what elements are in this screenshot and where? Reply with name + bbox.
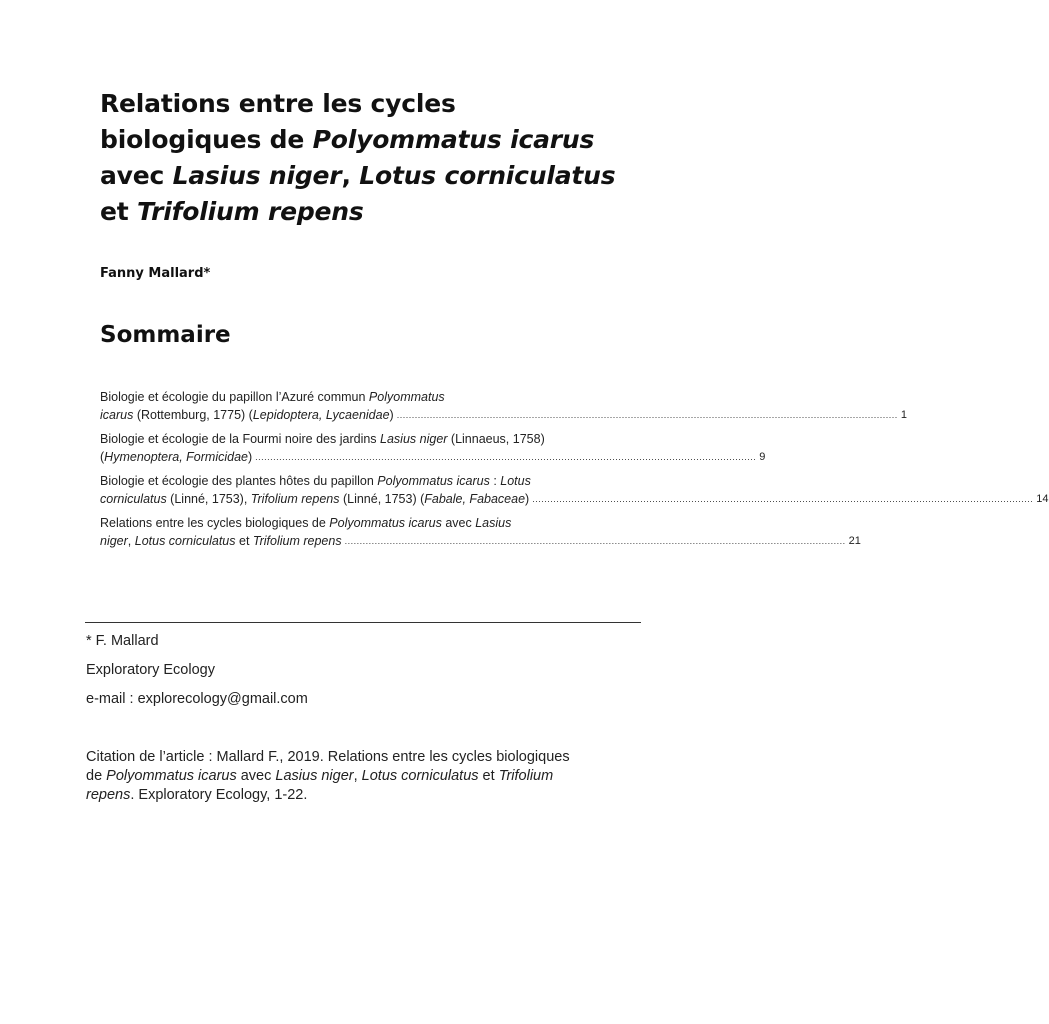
title-species: Lasius niger [172, 161, 342, 190]
title-text: biologiques de [100, 125, 313, 154]
table-of-contents [100, 388, 1049, 556]
title-text: et [100, 197, 138, 226]
toc-leader: ....................................................................................................................................................................... [344, 536, 846, 546]
toc-entry-text: (Hymenoptera, Formicidae) [100, 450, 253, 464]
toc-leader: ....................................................................................................................................................................... [532, 494, 1034, 504]
toc-heading: Sommaire [100, 322, 231, 348]
toc-page-number: 9 [759, 451, 766, 463]
footnote-organization: Exploratory Ecology [86, 662, 215, 678]
title-species: Lotus corniculatus [359, 161, 616, 190]
toc-entry-text: Biologie et écologie de la Fourmi noire des jardins Lasius niger (Linnaeus, 1758) [100, 432, 545, 446]
title-text: , [341, 161, 360, 190]
article-title [100, 86, 660, 230]
citation: Citation de l’article : Mallard F., 2019. Relations entre les cycles biologiques de Polyommatus icarus avec Lasius niger, Lotus corniculatus et Trifolium repens. Exploratory Ecology, 1-22. [86, 749, 570, 803]
toc-page-number: 14 [1036, 493, 1049, 505]
toc-leader: ....................................................................................................................................................................... [396, 410, 898, 420]
footnote-author: * F. Mallard [86, 633, 159, 649]
toc-entry-text: Biologie et écologie du papillon l’Azuré commun Polyommatus [100, 390, 445, 404]
title-species: Trifolium repens [137, 197, 364, 226]
toc-entry-text: niger, Lotus corniculatus et Trifolium repens [100, 534, 342, 548]
author-name: Fanny Mallard* [100, 266, 211, 281]
toc-entry-text: icarus (Rottemburg, 1775) (Lepidoptera, Lycaenidae) [100, 408, 394, 422]
toc-entry[interactable] [100, 472, 1049, 508]
toc-leader: ....................................................................................................................................................................... [255, 452, 757, 462]
toc-entry[interactable] [100, 514, 861, 550]
title-text: Relations entre les cycles [100, 89, 456, 118]
toc-entry[interactable] [100, 430, 766, 466]
author-footnote [86, 632, 308, 719]
toc-entry[interactable] [100, 388, 907, 424]
footnote-email[interactable]: e-mail : explorecology@gmail.com [86, 691, 308, 707]
toc-entry-text: Biologie et écologie des plantes hôtes du papillon Polyommatus icarus : Lotus [100, 474, 531, 488]
toc-page-number: 21 [848, 535, 861, 547]
footnote-divider [85, 622, 641, 623]
toc-entry-text: Relations entre les cycles biologiques de Polyommatus icarus avec Lasius [100, 516, 512, 530]
toc-entry-text: corniculatus (Linné, 1753), Trifolium repens (Linné, 1753) (Fabale, Fabaceae) [100, 492, 530, 506]
title-text: avec [100, 161, 173, 190]
toc-page-number: 1 [900, 409, 907, 421]
title-species: Polyommatus icarus [312, 125, 595, 154]
